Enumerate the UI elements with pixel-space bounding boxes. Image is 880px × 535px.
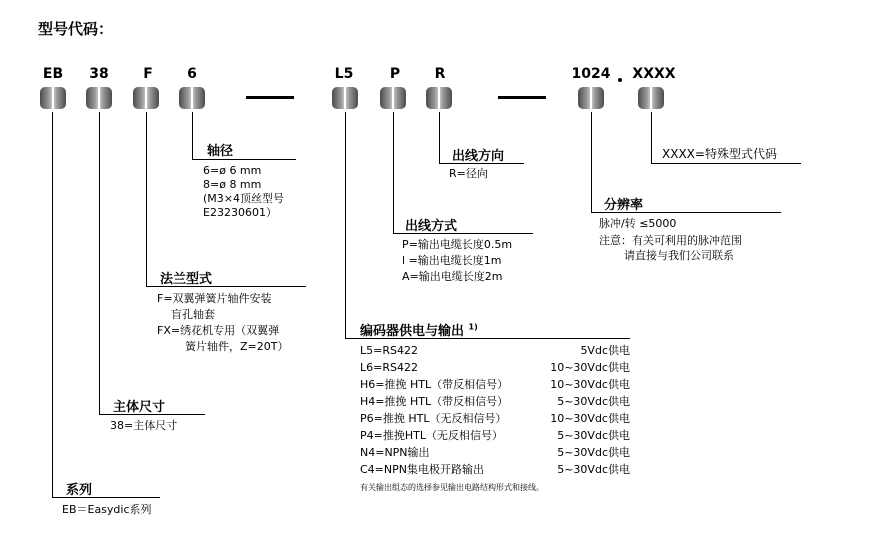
output-type: C4=NPN集电极开路输出 bbox=[360, 463, 484, 476]
output-type: H6=推挽 HTL（带反相信号） bbox=[360, 378, 509, 391]
power-output-heading-text: 编码器供电与输出 bbox=[360, 324, 465, 339]
connector-line bbox=[99, 112, 100, 415]
separator-dash bbox=[246, 96, 294, 99]
output-type: L6=RS422 bbox=[360, 361, 418, 374]
code-outlet-direction: R bbox=[434, 66, 446, 82]
connector-line bbox=[651, 163, 801, 164]
outlet-mode-options bbox=[402, 237, 512, 285]
code-body-size: 38 bbox=[89, 66, 109, 82]
resolution-note: 注意：有关可利用的脉冲范围 bbox=[599, 234, 742, 247]
power-output-heading bbox=[360, 320, 478, 339]
connector-line bbox=[651, 112, 652, 164]
footnote: 有关输出组态的选择参见输出电路结构形式和接线。 bbox=[360, 483, 544, 492]
output-type: P6=推挽 HTL（无反相信号） bbox=[360, 412, 507, 425]
connector-line bbox=[52, 112, 53, 498]
code-resolution: 1024 bbox=[571, 66, 611, 82]
shaft-option: (M3×4顶丝型号 bbox=[203, 192, 284, 205]
code-slot bbox=[133, 87, 159, 109]
output-type: N4=NPN输出 bbox=[360, 446, 430, 459]
separator-dash bbox=[498, 96, 546, 99]
flange-option: 盲孔轴套 bbox=[171, 308, 215, 321]
code-special: XXXX bbox=[632, 66, 676, 82]
power-row bbox=[360, 343, 630, 359]
code-slot bbox=[380, 87, 406, 109]
supply-voltage: 5~30Vdc供电 bbox=[557, 463, 630, 476]
connector-line bbox=[345, 112, 346, 339]
code-slot bbox=[426, 87, 452, 109]
resolution-heading: 分辨率 bbox=[604, 198, 644, 213]
power-row bbox=[360, 462, 630, 478]
connector-line bbox=[439, 112, 440, 164]
outlet-mode-option: l =输出电缆长度1m bbox=[402, 254, 502, 267]
code-slot bbox=[179, 87, 205, 109]
power-row bbox=[360, 394, 630, 410]
resolution-details bbox=[599, 216, 742, 263]
supply-voltage: 10~30Vdc供电 bbox=[550, 378, 630, 391]
separator-dot bbox=[618, 78, 622, 82]
code-slot bbox=[40, 87, 66, 109]
output-type: P4=推挽HTL（无反相信号） bbox=[360, 429, 503, 442]
shaft-option: 8=ø 8 mm bbox=[203, 178, 262, 191]
flange-option: FX=绣花机专用（双翼弹 bbox=[157, 324, 280, 337]
outlet-mode-option: P=输出电缆长度0.5m bbox=[402, 238, 513, 251]
output-type: H4=推挽 HTL（带反相信号） bbox=[360, 395, 509, 408]
power-row bbox=[360, 411, 630, 427]
code-slot bbox=[332, 87, 358, 109]
connector-line bbox=[192, 159, 296, 160]
code-flange: F bbox=[143, 66, 153, 82]
connector-line bbox=[146, 112, 147, 287]
supply-voltage: 5~30Vdc供电 bbox=[557, 446, 630, 459]
resolution-range: 脉冲/转 ≤5000 bbox=[599, 217, 677, 230]
power-row bbox=[360, 428, 630, 444]
power-row bbox=[360, 360, 630, 376]
resolution-note: 请直接与我们公司联系 bbox=[624, 249, 734, 262]
connector-line bbox=[591, 112, 592, 213]
code-series: EB bbox=[42, 66, 64, 82]
supply-voltage: 10~30Vdc供电 bbox=[550, 412, 630, 425]
power-row bbox=[360, 445, 630, 461]
shaft-heading: 轴径 bbox=[207, 144, 234, 159]
code-outlet-mode: P bbox=[389, 66, 401, 82]
flange-options bbox=[157, 291, 288, 355]
connector-line bbox=[393, 112, 394, 234]
page-title: 型号代码： bbox=[38, 20, 114, 38]
shaft-option: 6=ø 6 mm bbox=[203, 164, 262, 177]
code-slot bbox=[86, 87, 112, 109]
series-heading: 系列 bbox=[66, 483, 93, 498]
body-size-option: 38=主体尺寸 bbox=[110, 419, 178, 432]
flange-heading: 法兰型式 bbox=[160, 272, 213, 287]
supply-voltage: 5~30Vdc供电 bbox=[557, 429, 630, 442]
supply-voltage: 10~30Vdc供电 bbox=[550, 361, 630, 374]
code-slot bbox=[638, 87, 664, 109]
power-row bbox=[360, 377, 630, 393]
special-code-heading: XXXX=特殊型式代码 bbox=[662, 147, 777, 161]
shaft-option: E23230601） bbox=[203, 206, 277, 219]
shaft-options bbox=[203, 163, 284, 221]
body-size-heading: 主体尺寸 bbox=[113, 400, 166, 415]
connector-line bbox=[192, 112, 193, 160]
supply-voltage: 5Vdc供电 bbox=[580, 344, 630, 357]
code-separator-1 bbox=[255, 66, 285, 67]
flange-option: 簧片轴件，Z=20T） bbox=[185, 340, 289, 353]
outlet-direction-option: R=径向 bbox=[449, 167, 488, 180]
code-power-output: L5 bbox=[334, 66, 354, 82]
code-shaft: 6 bbox=[187, 66, 197, 82]
supply-voltage: 5~30Vdc供电 bbox=[557, 395, 630, 408]
outlet-direction-heading: 出线方向 bbox=[452, 149, 505, 164]
code-slot bbox=[578, 87, 604, 109]
series-option: EB＝Easydic系列 bbox=[62, 503, 152, 516]
outlet-mode-heading: 出线方式 bbox=[405, 219, 458, 234]
output-type: L5=RS422 bbox=[360, 344, 418, 357]
flange-option: F=双翼弹簧片轴件安装 bbox=[157, 292, 272, 305]
footnote-marker: 1) bbox=[468, 322, 478, 332]
outlet-mode-option: A=输出电缆长度2m bbox=[402, 270, 503, 283]
code-separator-2 bbox=[505, 66, 535, 67]
